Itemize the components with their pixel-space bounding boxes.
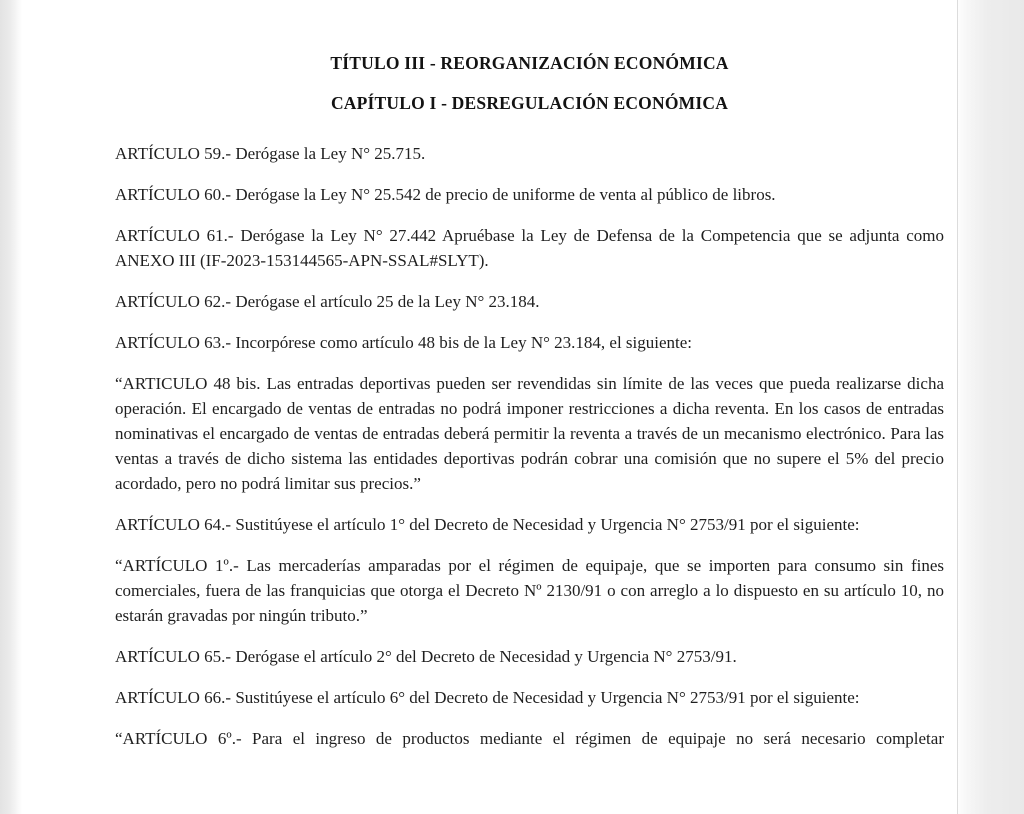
article-64: ARTÍCULO 64.- Sustitúyese el artículo 1° del Decreto de Necesidad y Urgencia N° 2753/91 por el siguiente: bbox=[115, 515, 860, 534]
article-61: ARTÍCULO 61.- Derógase la Ley N° 27.442 Apruébase la Ley de Defensa de la Competencia que se adjunta como ANEXO III (IF-2023-153144565-APN-SSAL#SLYT). bbox=[115, 226, 944, 270]
title-heading: TÍTULO III - REORGANIZACIÓN ECONÓMICA bbox=[330, 53, 729, 73]
document-content bbox=[115, 53, 944, 751]
article-60: ARTÍCULO 60.- Derógase la Ley N° 25.542 de precio de uniforme de venta al público de libros. bbox=[115, 185, 776, 204]
article-63: ARTÍCULO 63.- Incorpórese como artículo 48 bis de la Ley N° 23.184, el siguiente: bbox=[115, 333, 693, 352]
chapter-heading: CAPÍTULO I - DESREGULACIÓN ECONÓMICA bbox=[330, 93, 729, 113]
article-6-quote: “ARTÍCULO 6º.- Para el ingreso de productos mediante el régimen de equipaje no será necesario completar bbox=[115, 729, 944, 748]
article-62: ARTÍCULO 62.- Derógase el artículo 25 de la Ley N° 23.184. bbox=[115, 292, 540, 311]
article-66: ARTÍCULO 66.- Sustitúyese el artículo 6° del Decreto de Necesidad y Urgencia N° 2753/91 por el siguiente: bbox=[115, 688, 860, 707]
article-59: ARTÍCULO 59.- Derógase la Ley N° 25.715. bbox=[115, 144, 426, 163]
article-65: ARTÍCULO 65.- Derógase el artículo 2° del Decreto de Necesidad y Urgencia N° 2753/91. bbox=[115, 647, 737, 666]
page-edge-right bbox=[957, 0, 1024, 814]
article-48bis-quote: “ARTICULO 48 bis. Las entradas deportivas pueden ser revendidas sin límite de las veces que pueda realizarse dicha operación. El encargado de ventas de entradas no podrá imponer restricciones a dicha reventa. En los casos de entradas nominativas el encargado de ventas de entradas deberá permitir la reventa a través de un mecanismo electrónico. Para las ventas a través de dicho sistema las entidades deportivas podrán cobrar una comisión que no supere el 5% del precio acordado, pero no podrá limitar sus precios.” bbox=[115, 374, 944, 493]
article-1-quote: “ARTÍCULO 1º.- Las mercaderías amparadas por el régimen de equipaje, que se importen para consumo sin fines comerciales, fuera de las franquicias que otorga el Decreto Nº 2130/91 o con arreglo a lo dispuesto en su artículo 10, no estarán gravadas por ningún tributo.” bbox=[115, 556, 944, 625]
page-edge-left bbox=[0, 0, 22, 814]
